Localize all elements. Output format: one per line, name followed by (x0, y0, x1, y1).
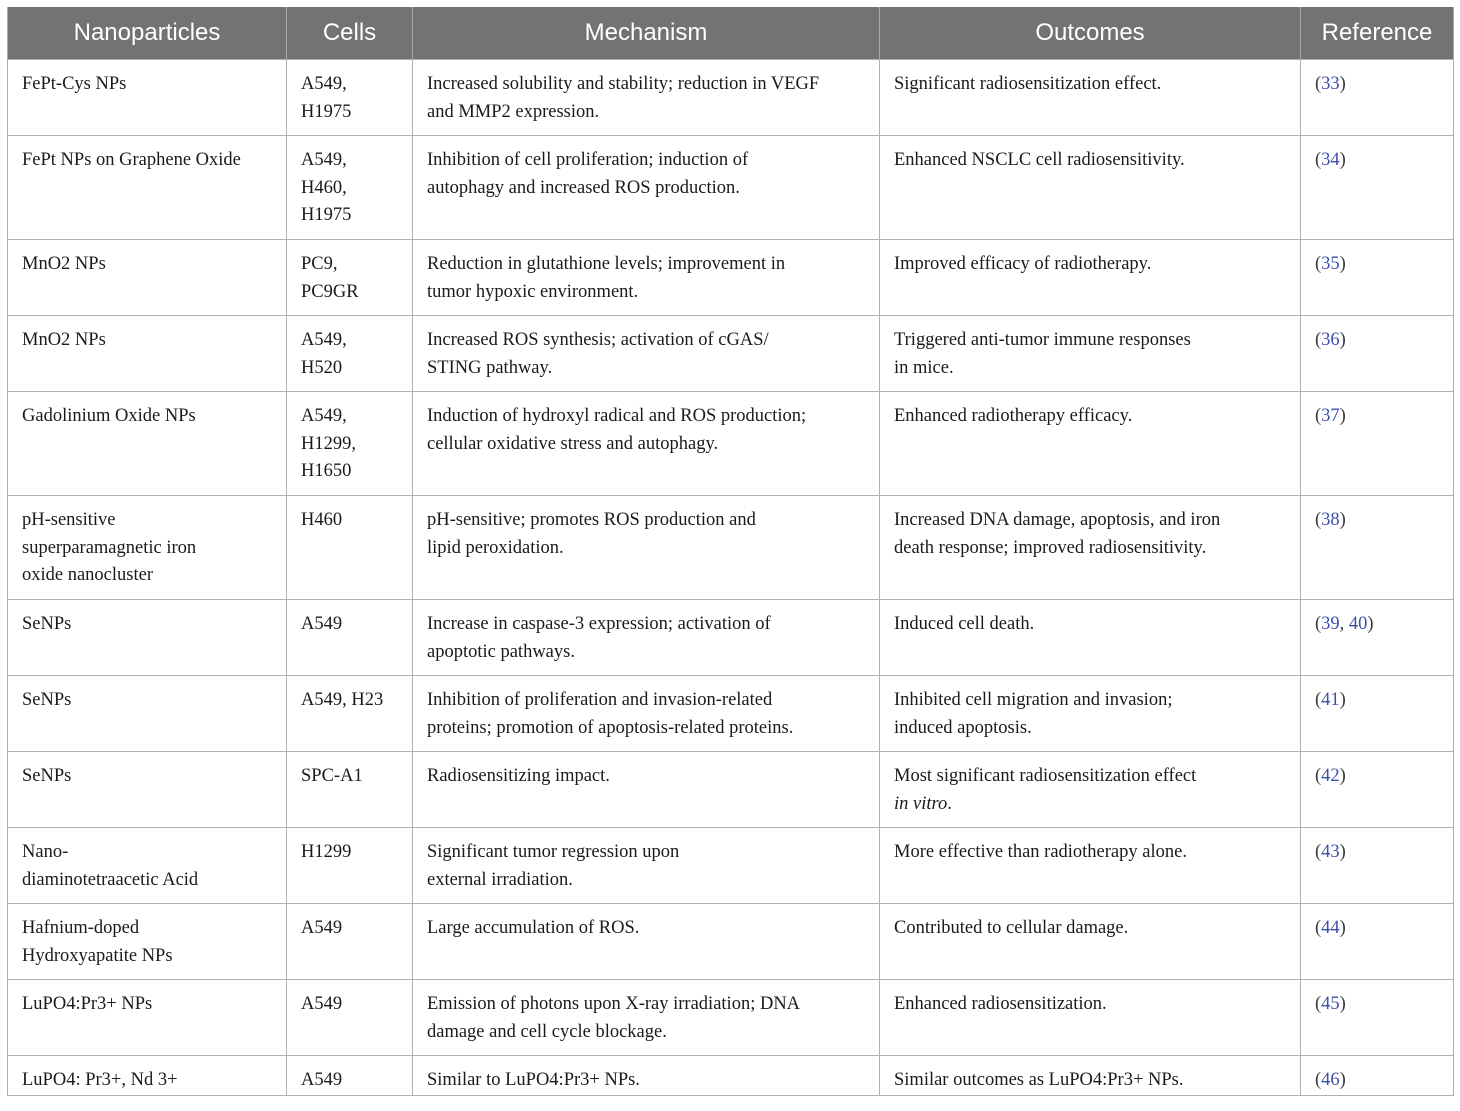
cell-nanoparticle (8, 1056, 287, 1096)
cell-cells-line: H1299 (301, 842, 352, 862)
cell-nanoparticle (8, 676, 287, 752)
header-cells: Cells (287, 7, 413, 60)
cell-outcome-line: Significant radiosensitization effect. (894, 74, 1162, 94)
cell-reference: (36) (1301, 316, 1454, 392)
cell-cells-line: H1650 (301, 461, 352, 481)
cell-outcome-line: Triggered anti-tumor immune responses (894, 330, 1191, 350)
cell-cells-line: A549, (301, 406, 347, 426)
cell-mechanism-line: Inhibition of cell proliferation; induction of (427, 150, 749, 170)
nanoparticles-table (7, 7, 1454, 1096)
cell-mechanism-line: autophagy and increased ROS production. (427, 177, 740, 198)
cell-mechanism-line: Induction of hydroxyl radical and ROS production; (427, 406, 807, 426)
cell-mechanism-line: Significant tumor regression upon (427, 842, 680, 862)
reference-link[interactable]: 36 (1321, 330, 1340, 350)
cell-cells (287, 136, 413, 240)
table-row (8, 752, 1454, 828)
cell-mechanism (413, 136, 880, 240)
cell-nanoparticle (8, 904, 287, 980)
cell-nanoparticle-line: MnO2 NPs (22, 330, 106, 350)
reference-link[interactable]: 37 (1321, 406, 1340, 426)
cell-cells (287, 752, 413, 828)
table-row (8, 676, 1454, 752)
cell-nanoparticle-line: Gadolinium Oxide NPs (22, 406, 196, 426)
table-row (8, 316, 1454, 392)
cell-cells (287, 60, 413, 136)
cell-nanoparticle-line: SeNPs (22, 690, 72, 710)
table-row (8, 496, 1454, 600)
cell-reference: (34) (1301, 136, 1454, 240)
cell-outcome (880, 392, 1301, 496)
cell-outcome-line: in mice. (894, 357, 954, 378)
cell-nanoparticle-line: LuPO4:Pr3+ NPs (22, 994, 153, 1014)
cell-mechanism (413, 904, 880, 980)
reference-link[interactable]: 34 (1321, 150, 1340, 170)
cell-cells (287, 600, 413, 676)
cell-cells (287, 316, 413, 392)
cell-mechanism-line: tumor hypoxic environment. (427, 281, 639, 302)
cell-mechanism-line: cellular oxidative stress and autophagy. (427, 433, 719, 454)
cell-nanoparticle-line: Nano- (22, 842, 69, 862)
cell-mechanism (413, 980, 880, 1056)
cell-cells-line: H1975 (301, 101, 352, 122)
cell-outcome-line: More effective than radiotherapy alone. (894, 842, 1187, 862)
cell-nanoparticle-line: Hydroxyapatite NPs (22, 945, 173, 966)
cell-mechanism-line: Large accumulation of ROS. (427, 918, 640, 938)
reference-link[interactable]: 41 (1321, 690, 1340, 710)
cell-nanoparticle (8, 136, 287, 240)
cell-nanoparticle-line: SeNPs (22, 766, 72, 786)
cell-nanoparticle-line: diaminotetraacetic Acid (22, 869, 199, 890)
cell-outcome-line: Enhanced radiotherapy efficacy. (894, 406, 1133, 426)
table-row (8, 904, 1454, 980)
cell-outcome (880, 136, 1301, 240)
cell-outcome-line: Most significant radiosensitization effect (894, 766, 1197, 786)
cell-reference: (44) (1301, 904, 1454, 980)
cell-cells (287, 392, 413, 496)
reference-link[interactable]: 35 (1321, 254, 1340, 274)
cell-mechanism-line: Increased solubility and stability; reduction in VEGF (427, 74, 820, 94)
cell-nanoparticle-line: Hafnium-doped (22, 918, 140, 938)
table-row (8, 240, 1454, 316)
header-reference: Reference (1301, 7, 1454, 60)
cell-cells-line: A549 (301, 1070, 343, 1090)
reference-link[interactable]: 45 (1321, 994, 1340, 1014)
cell-cells-line: PC9GR (301, 281, 359, 302)
reference-link[interactable]: 33 (1321, 74, 1340, 94)
cell-reference: (39, 40) (1301, 600, 1454, 676)
cell-nanoparticle-line: SeNPs (22, 614, 72, 634)
cell-cells (287, 828, 413, 904)
table-row (8, 1056, 1454, 1096)
cell-mechanism-line: external irradiation. (427, 869, 573, 890)
cell-reference: (35) (1301, 240, 1454, 316)
cell-outcome (880, 1056, 1301, 1096)
cell-outcome-line: Induced cell death. (894, 614, 1035, 634)
cell-nanoparticle (8, 828, 287, 904)
cell-mechanism-line: Reduction in glutathione levels; improvement in (427, 254, 786, 274)
table-row (8, 136, 1454, 240)
cell-cells-line: A549, H23 (301, 690, 384, 710)
cell-outcome (880, 316, 1301, 392)
cell-mechanism (413, 496, 880, 600)
cell-outcome (880, 676, 1301, 752)
cell-outcome-tail: . (947, 793, 952, 814)
cell-outcome-italic: in vitro (894, 793, 948, 814)
table-row (8, 60, 1454, 136)
cell-nanoparticle-line: superparamagnetic iron (22, 537, 197, 558)
cell-mechanism (413, 240, 880, 316)
cell-nanoparticle (8, 600, 287, 676)
cell-mechanism (413, 828, 880, 904)
cell-mechanism-line: Similar to LuPO4:Pr3+ NPs. (427, 1070, 640, 1090)
cell-nanoparticle-line: LuPO4: Pr3+, Nd 3+ (22, 1070, 178, 1090)
cell-mechanism-line: Increased ROS synthesis; activation of cGAS/ (427, 330, 769, 350)
cell-nanoparticle-line: pH-sensitive (22, 510, 116, 530)
cell-nanoparticle (8, 980, 287, 1056)
reference-link[interactable]: 43 (1321, 842, 1340, 862)
cell-outcome (880, 496, 1301, 600)
cell-outcome (880, 60, 1301, 136)
cell-reference: (41) (1301, 676, 1454, 752)
table-body (8, 60, 1454, 1096)
cell-nanoparticle-line: MnO2 NPs (22, 254, 106, 274)
cell-cells-line: A549 (301, 918, 343, 938)
cell-mechanism-line: pH-sensitive; promotes ROS production and (427, 510, 756, 530)
cell-mechanism-line: Radiosensitizing impact. (427, 766, 610, 786)
cell-cells (287, 1056, 413, 1096)
reference-link[interactable]: 38 (1321, 510, 1340, 530)
header-nanoparticles: Nanoparticles (8, 7, 287, 60)
cell-cells-line: A549, (301, 330, 347, 350)
cell-cells-line: A549 (301, 994, 343, 1014)
cell-mechanism (413, 752, 880, 828)
cell-nanoparticle (8, 60, 287, 136)
cell-mechanism (413, 1056, 880, 1096)
cell-cells-line: H1299, (301, 433, 356, 454)
cell-outcome-line: Inhibited cell migration and invasion; (894, 690, 1173, 710)
header-outcomes: Outcomes (880, 7, 1301, 60)
cell-nanoparticle (8, 240, 287, 316)
cell-cells-line: A549, (301, 150, 347, 170)
cell-nanoparticle (8, 392, 287, 496)
cell-mechanism (413, 60, 880, 136)
cell-cells-line: H460 (301, 510, 343, 530)
cell-cells-line: A549, (301, 74, 347, 94)
cell-outcome (880, 240, 1301, 316)
cell-reference: (46) (1301, 1056, 1454, 1096)
cell-nanoparticle (8, 496, 287, 600)
cell-nanoparticle-line: FePt NPs on Graphene Oxide (22, 150, 241, 170)
cell-nanoparticle (8, 316, 287, 392)
cell-cells-line: SPC-A1 (301, 766, 363, 786)
cell-cells-line: PC9, (301, 254, 338, 274)
reference-link[interactable]: 44 (1321, 918, 1340, 938)
reference-link[interactable]: 42 (1321, 766, 1340, 786)
cell-mechanism-line: lipid peroxidation. (427, 537, 564, 558)
header-mechanism: Mechanism (413, 7, 880, 60)
cell-reference: (33) (1301, 60, 1454, 136)
cell-mechanism-line: damage and cell cycle blockage. (427, 1021, 667, 1042)
cell-cells (287, 676, 413, 752)
cell-mechanism-line: proteins; promotion of apoptosis-related proteins. (427, 717, 794, 738)
header-row (8, 7, 1454, 60)
cell-mechanism-line: Emission of photons upon X-ray irradiation; DNA (427, 994, 801, 1014)
cell-cells-line: H520 (301, 357, 343, 378)
cell-reference: (45) (1301, 980, 1454, 1056)
cell-outcome-line: death response; improved radiosensitivity. (894, 537, 1207, 558)
cell-outcome (880, 600, 1301, 676)
cell-cells-line: H1975 (301, 205, 352, 225)
cell-mechanism-line: and MMP2 expression. (427, 101, 600, 122)
cell-reference: (42) (1301, 752, 1454, 828)
cell-outcome-line: Increased DNA damage, apoptosis, and iron (894, 510, 1221, 530)
cell-reference: (38) (1301, 496, 1454, 600)
table-row (8, 828, 1454, 904)
cell-cells (287, 496, 413, 600)
table-row (8, 600, 1454, 676)
cell-cells-line: H460, (301, 177, 347, 198)
cell-outcome-line: induced apoptosis. (894, 717, 1032, 738)
cell-nanoparticle-line: FePt-Cys NPs (22, 74, 127, 94)
cell-mechanism (413, 676, 880, 752)
table-row (8, 392, 1454, 496)
cell-mechanism (413, 392, 880, 496)
cell-outcome (880, 904, 1301, 980)
cell-reference: (37) (1301, 392, 1454, 496)
cell-outcome-line: Contributed to cellular damage. (894, 918, 1129, 938)
cell-outcome-line: Similar outcomes as LuPO4:Pr3+ NPs. (894, 1070, 1184, 1090)
cell-outcome (880, 752, 1301, 828)
cell-reference: (43) (1301, 828, 1454, 904)
cell-mechanism-line: Increase in caspase-3 expression; activation of (427, 614, 771, 634)
cell-mechanism (413, 316, 880, 392)
cell-nanoparticle (8, 752, 287, 828)
cell-outcome-line: Improved efficacy of radiotherapy. (894, 254, 1152, 274)
cell-outcome-line: Enhanced NSCLC cell radiosensitivity. (894, 150, 1185, 170)
reference-link[interactable]: 39 (1321, 614, 1340, 634)
cell-cells (287, 240, 413, 316)
cell-cells-line: A549 (301, 614, 343, 634)
cell-mechanism-line: STING pathway. (427, 357, 553, 378)
cell-cells (287, 980, 413, 1056)
table-row (8, 980, 1454, 1056)
cell-outcome (880, 980, 1301, 1056)
cell-nanoparticle-line: oxide nanocluster (22, 565, 153, 585)
cell-cells (287, 904, 413, 980)
table-container (7, 7, 1453, 1096)
cell-outcome (880, 828, 1301, 904)
cell-outcome-line: Enhanced radiosensitization. (894, 994, 1107, 1014)
cell-mechanism-line: Inhibition of proliferation and invasion-related (427, 690, 773, 710)
reference-link[interactable]: 46 (1321, 1070, 1340, 1090)
cell-mechanism-line: apoptotic pathways. (427, 641, 575, 662)
cell-mechanism (413, 600, 880, 676)
reference-link[interactable]: 40 (1348, 614, 1368, 634)
